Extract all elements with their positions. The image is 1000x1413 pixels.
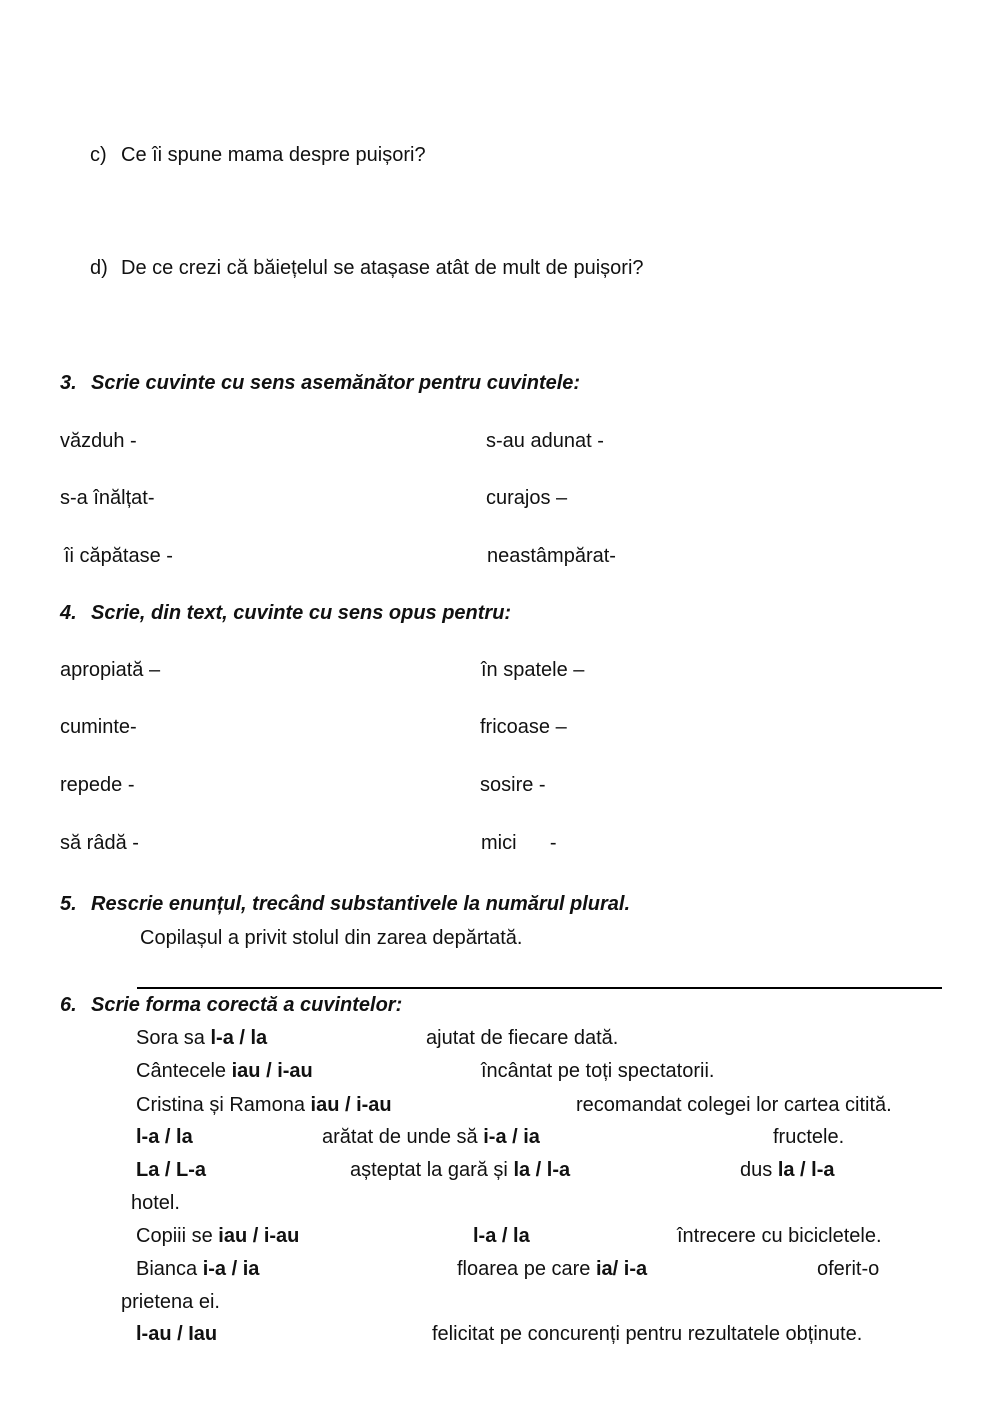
- choice-option: l-a / la: [210, 1027, 268, 1049]
- ex6-s6-choice-2: l-a / la: [473, 1225, 530, 1247]
- choice-option: la / l-a: [513, 1159, 571, 1181]
- ex3-right-1: s-au adunat -: [486, 430, 604, 452]
- ex6-s1-start: [136, 1026, 267, 1050]
- ex3-right-3: neastâmpărat-: [487, 545, 616, 567]
- ex6-title: Scrie forma corectă a cuvintelor:: [91, 994, 403, 1016]
- ex4-right-4: mici -: [481, 832, 557, 854]
- ex4-left-4: să râdă -: [60, 832, 139, 854]
- ex6-s5-end: [740, 1158, 835, 1182]
- ex6-s6-start: [136, 1224, 299, 1248]
- ex6-s7-start: [136, 1257, 259, 1281]
- choice-option: iau / i-au: [310, 1094, 392, 1116]
- ex4-right-3: sosire -: [480, 774, 546, 796]
- choice-option: i-a / ia: [202, 1258, 260, 1280]
- ex3-title: Scrie cuvinte cu sens asemănător pentru cuvintele:: [91, 372, 581, 394]
- ex3-left-3: îi căpătase -: [64, 545, 173, 567]
- choice-option: ia/ i-a: [595, 1258, 648, 1280]
- text-part: Copiii se: [136, 1225, 219, 1247]
- text-part: așteptat la gară și: [350, 1159, 514, 1181]
- ex6-s5-cont: hotel.: [131, 1192, 180, 1214]
- ex6-s7-end: oferit-o: [817, 1258, 880, 1280]
- ex3-left-2: s-a înălțat-: [60, 487, 155, 509]
- ex6-s5-mid: [350, 1158, 570, 1182]
- text-part: floarea pe care: [457, 1258, 596, 1280]
- ex6-number: 6.: [60, 994, 77, 1016]
- choice-option: la / l-a: [777, 1159, 835, 1181]
- choice-option: i-a / ia: [483, 1126, 540, 1148]
- ex6-s3-start: [136, 1093, 392, 1117]
- ex4-left-1: apropiată –: [60, 659, 161, 681]
- ex6-s5-choice-1: La / L-a: [136, 1159, 207, 1181]
- ex5-number: 5.: [60, 893, 77, 915]
- ex4-right-1: în spatele –: [481, 659, 585, 681]
- text-part: arătat de unde să: [322, 1126, 484, 1148]
- ex6-s8-end: felicitat pe concurenți pentru rezultatele obținute.: [432, 1323, 863, 1345]
- ex5-title: Rescrie enunțul, trecând substantivele la numărul plural.: [91, 893, 631, 915]
- question-d-text: De ce crezi că băiețelul se atașase atât de mult de puișori?: [121, 257, 644, 279]
- ex6-s2-end: încântat pe toți spectatorii.: [481, 1060, 715, 1082]
- ex6-s1-end: ajutat de fiecare dată.: [426, 1027, 619, 1049]
- text-part: Sora sa: [136, 1027, 211, 1049]
- ex4-left-2: cuminte-: [60, 716, 137, 738]
- ex6-s8-choice: l-au / Iau: [136, 1323, 218, 1345]
- ex6-s4-end: fructele.: [773, 1126, 845, 1148]
- choice-option: iau / i-au: [231, 1060, 313, 1082]
- question-d-label: d): [90, 257, 108, 279]
- ex6-s2-start: [136, 1059, 313, 1083]
- ex3-number: 3.: [60, 372, 77, 394]
- ex5-sentence: Copilașul a privit stolul din zarea depărtată.: [140, 927, 523, 949]
- text-part: Cântecele: [136, 1060, 232, 1082]
- ex6-s6-end: întrecere cu bicicletele.: [677, 1225, 882, 1247]
- ex6-s4-choice-1: l-a / la: [136, 1126, 193, 1148]
- ex6-s4-mid: [322, 1125, 540, 1149]
- text-part: Bianca: [136, 1258, 203, 1280]
- ex4-right-2: fricoase –: [480, 716, 567, 738]
- text-part: dus: [740, 1159, 778, 1181]
- ex6-s3-end: recomandat colegei lor cartea citită.: [576, 1094, 892, 1116]
- ex4-title: Scrie, din text, cuvinte cu sens opus pentru:: [91, 602, 512, 624]
- answer-line: [137, 987, 942, 989]
- question-c-label: c): [90, 144, 107, 166]
- question-c-text: Ce îi spune mama despre puișori?: [121, 144, 426, 166]
- ex4-number: 4.: [60, 602, 77, 624]
- ex4-left-3: repede -: [60, 774, 135, 796]
- choice-option: iau / i-au: [218, 1225, 300, 1247]
- ex6-s7-mid: [457, 1257, 647, 1281]
- text-part: Cristina și Ramona: [136, 1094, 311, 1116]
- ex6-s7-cont: prietena ei.: [121, 1291, 220, 1313]
- ex3-left-1: văzduh -: [60, 430, 137, 452]
- ex3-right-2: curajos –: [486, 487, 568, 509]
